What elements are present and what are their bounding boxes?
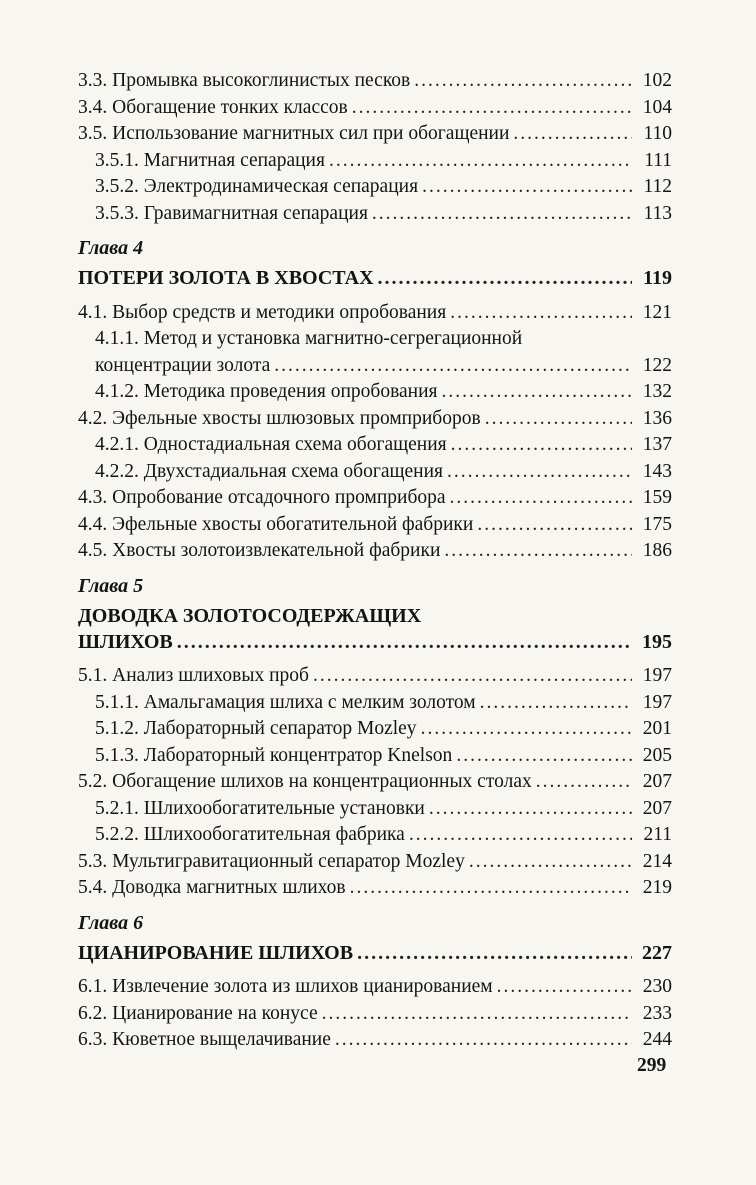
toc-entry-title: 3.5.3. Гравимагнитная сепарация xyxy=(95,202,368,224)
toc-entry xyxy=(78,379,672,406)
toc-leader xyxy=(444,538,632,565)
toc-entry-page: 112 xyxy=(643,176,672,197)
chapter-title-text: ДОВОДКА ЗОЛОТОСОДЕРЖАЩИХ xyxy=(78,604,422,627)
toc-entry-title: 4.1. Выбор средств и методики опробования xyxy=(78,301,447,323)
toc-entry xyxy=(78,512,672,539)
toc-leader xyxy=(372,201,632,228)
toc-entry-page: 122 xyxy=(642,354,672,376)
toc-entry-page: 230 xyxy=(642,976,672,997)
toc-entry xyxy=(78,174,672,201)
toc-entry-title: 4.1.2. Методика проведения опробования xyxy=(95,381,438,402)
toc-entry-title: 6.1. Извлечение золота из шлихов цианированием xyxy=(78,976,493,997)
toc-entry-title: 5.1.2. Лабораторный сепаратор Mozley xyxy=(95,718,417,739)
toc-entry-title: 3.5.1. Магнитная сепарация xyxy=(95,149,325,171)
toc-entry-title: 5.2.2. Шлихообогатительная фабрика xyxy=(95,824,405,845)
toc-entry-page: 113 xyxy=(643,202,672,224)
toc-entry xyxy=(78,716,672,743)
toc-entry-page: 110 xyxy=(643,123,672,144)
toc-entry-title: 4.1.1. Метод и установка магнитно-сегрегационной xyxy=(95,328,523,349)
toc-leader xyxy=(329,148,632,175)
toc-entry-title: 5.1. Анализ шлиховых проб xyxy=(78,665,309,686)
toc-entry-title: 4.3. Опробование отсадочного промприбора xyxy=(78,487,446,508)
toc-entry xyxy=(78,796,672,823)
toc-entry-page: 104 xyxy=(642,96,672,118)
toc-entry-title: 3.4. Обогащение тонких классов xyxy=(78,96,348,118)
toc-entry xyxy=(78,769,672,796)
toc-entry-page: 159 xyxy=(642,487,672,508)
toc-entry-title: 5.1.3. Лабораторный концентратор Knelson xyxy=(95,744,453,766)
toc-entry xyxy=(78,663,672,690)
toc-leader xyxy=(429,796,632,823)
toc-leader xyxy=(450,300,632,327)
toc-entry-page: 132 xyxy=(642,381,672,402)
toc-leader xyxy=(456,743,632,770)
toc-entry-page: 197 xyxy=(642,665,672,686)
toc-entry-page: 136 xyxy=(642,407,672,429)
toc-entry xyxy=(78,406,672,433)
toc-entry-title: 6.2. Цианирование на конусе xyxy=(78,1002,318,1024)
chapter-label: Глава 4 xyxy=(78,237,144,259)
toc-entry xyxy=(78,822,672,849)
toc-entry-title: 4.2. Эфельные хвосты шлюзовых промприборов xyxy=(78,407,481,429)
toc-leader xyxy=(421,716,632,743)
toc-leader xyxy=(322,1001,632,1028)
toc-entry xyxy=(78,538,672,565)
toc-entry xyxy=(78,1001,672,1028)
toc-entry-page: 211 xyxy=(643,824,672,845)
toc-entry xyxy=(78,974,672,1001)
toc-entry xyxy=(78,690,672,717)
toc-entry xyxy=(78,201,672,228)
toc-entry xyxy=(78,1027,672,1054)
chapter-title xyxy=(78,603,672,656)
toc-entry-page: 102 xyxy=(642,70,672,91)
toc-entry xyxy=(78,95,672,122)
toc-entry-title: 4.4. Эфельные хвосты обогатительной фабрики xyxy=(78,513,474,535)
chapter-title-text: ЦИАНИРОВАНИЕ ШЛИХОВ xyxy=(78,941,354,964)
toc-entry xyxy=(78,743,672,770)
toc-entry-title: 6.3. Кюветное выщелачивание xyxy=(78,1029,331,1050)
toc-entry-title: 4.2.2. Двухстадиальная схема обогащения xyxy=(95,460,443,482)
chapter-page: 195 xyxy=(642,630,672,653)
toc-entry-page: 137 xyxy=(642,434,672,455)
toc-leader xyxy=(469,849,632,876)
toc-leader xyxy=(513,121,632,148)
toc-leader xyxy=(313,663,632,690)
toc-entry xyxy=(78,68,672,95)
chapter-title-text-continued: ШЛИХОВ xyxy=(78,630,173,653)
toc-leader xyxy=(378,265,632,292)
toc-entry-page: 207 xyxy=(642,771,672,792)
toc-entry-title: 5.1.1. Амальгамация шлиха с мелким золотом xyxy=(95,691,476,713)
toc-entry-page: 111 xyxy=(644,149,672,171)
toc-entry-page: 143 xyxy=(642,460,672,482)
toc-leader xyxy=(414,68,632,95)
toc-leader xyxy=(485,406,632,433)
toc-entry xyxy=(78,459,672,486)
toc-entry-page: 219 xyxy=(642,877,672,898)
toc-entry-page: 205 xyxy=(642,744,672,766)
toc-leader xyxy=(177,629,632,656)
toc-entry-title: 5.4. Доводка магнитных шлихов xyxy=(78,877,346,898)
toc-entry xyxy=(78,849,672,876)
chapter-label: Глава 5 xyxy=(78,574,144,597)
toc-entry-title: 5.2. Обогащение шлихов на концентрационных столах xyxy=(78,771,532,792)
chapter-page: 227 xyxy=(642,941,672,964)
toc-leader xyxy=(409,822,632,849)
toc-entry-page: 244 xyxy=(642,1029,672,1050)
toc-entry-page: 233 xyxy=(642,1002,672,1024)
toc-leader xyxy=(442,379,632,406)
toc-leader xyxy=(274,353,632,380)
toc-entry-page: 214 xyxy=(642,850,672,872)
toc-entry-title: 3.5.2. Электродинамическая сепарация xyxy=(95,176,419,197)
toc-entry-page: 121 xyxy=(642,301,672,323)
toc-leader xyxy=(335,1027,632,1054)
toc-entry-page: 207 xyxy=(642,797,672,819)
toc-entry-page: 175 xyxy=(642,513,672,535)
toc-leader xyxy=(497,974,632,1001)
toc-entry-page: 186 xyxy=(642,540,672,561)
toc-leader xyxy=(536,769,632,796)
toc-entry-title: 5.2.1. Шлихообогатительные установки xyxy=(95,797,425,819)
toc-leader xyxy=(480,690,632,717)
chapter-title xyxy=(78,265,672,292)
toc-leader xyxy=(447,459,632,486)
chapter-title-text: ПОТЕРИ ЗОЛОТА В ХВОСТАХ xyxy=(78,267,374,289)
chapter-label: Глава 6 xyxy=(78,911,144,934)
toc-entry xyxy=(78,148,672,175)
toc-entry xyxy=(78,326,672,379)
toc-entry xyxy=(78,300,672,327)
toc-entry-title: 3.5. Использование магнитных сил при обогащении xyxy=(78,123,510,144)
table-of-contents xyxy=(78,68,672,1054)
toc-leader xyxy=(450,485,632,512)
toc-entry-title: 5.3. Мультигравитационный сепаратор Mozley xyxy=(78,850,465,872)
toc-leader xyxy=(350,875,632,902)
chapter-page: 119 xyxy=(643,267,672,289)
toc-leader xyxy=(422,174,632,201)
toc-entry-title: 4.5. Хвосты золотоизвлекательной фабрики xyxy=(78,540,441,561)
toc-leader xyxy=(477,512,632,539)
toc-leader xyxy=(451,432,632,459)
toc-entry-page: 201 xyxy=(642,718,672,739)
toc-entry-title: 4.2.1. Одностадиальная схема обогащения xyxy=(95,434,447,455)
toc-entry xyxy=(78,121,672,148)
toc-entry-title-continued: концентрации золота xyxy=(95,354,271,376)
toc-entry-title: 3.3. Промывка высокоглинистых песков xyxy=(78,70,411,91)
toc-leader xyxy=(352,95,632,122)
toc-entry xyxy=(78,485,672,512)
toc-leader xyxy=(357,940,632,967)
toc-entry xyxy=(78,875,672,902)
toc-entry-page: 197 xyxy=(642,691,672,713)
page-number: 299 xyxy=(637,1055,667,1076)
chapter-title xyxy=(78,940,672,967)
toc-entry xyxy=(78,432,672,459)
